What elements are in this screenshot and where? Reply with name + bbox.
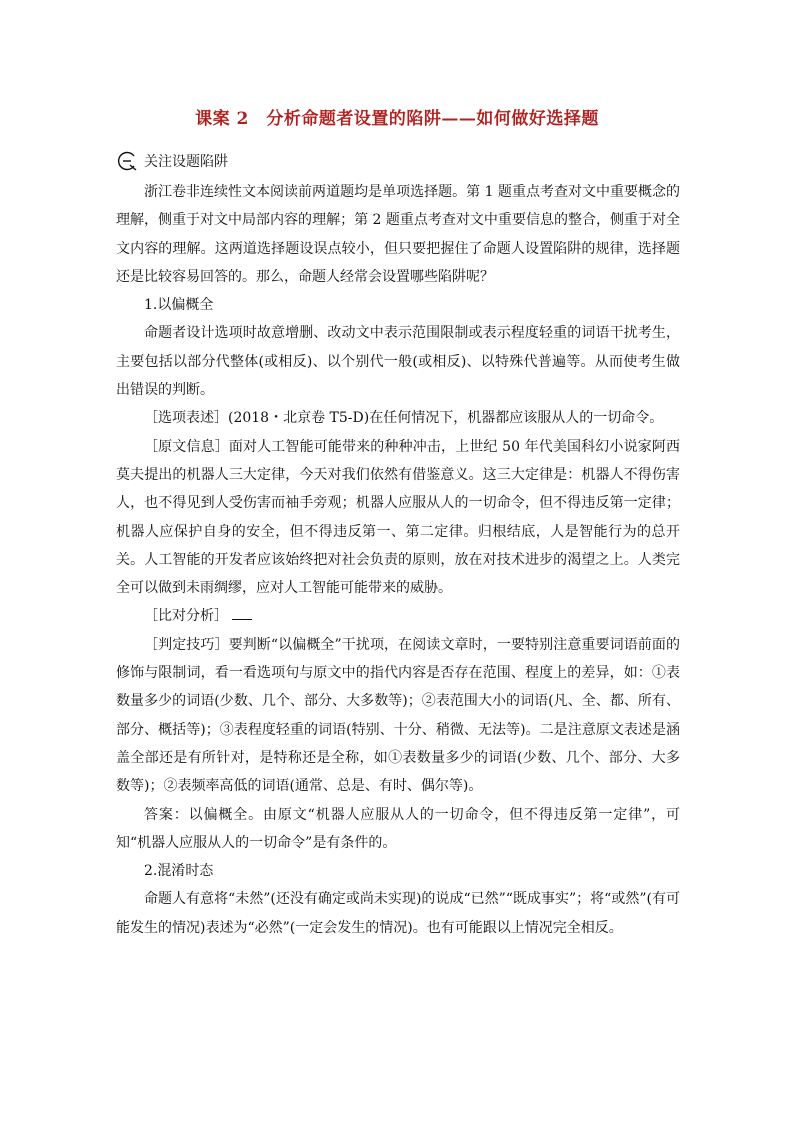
paragraph-source: ［原文信息］面对人工智能可能带来的种种冲击，上世纪 50 年代美国科幻小说家阿西莫夫提出的机器人三大定律，今天对我们依然有借鉴意义。这三大定律是：机器人不得伤害人，也不得见到人受伤害而袖手旁观；机器人应服从人的一切命令，但不得违反第一定律；机器人应保护自身的安全，但不得违反第一、第二定律。归根结底，人是智能行为的总开关。人工智能的开发者应该始终把对社会负责的原则，放在对技术进步的渴望之上。人类完全可以做到未雨绸缪，应对人工智能可能带来的威胁。 [116, 438, 680, 597]
compare-label: ［比对分析］ [144, 608, 228, 625]
paragraph-tense: 命题人有意将“未然”(还没有确定或尚未实现)的说成“已然”“既成事实”；将“或然”(有可能发生的情况)表述为“必然”(一定会发生的情况)。也有可能跟以上情况完全相反。 [116, 891, 680, 936]
paragraph-intro: 浙江卷非连续性文本阅读前两道题均是单项选择题。第 1 题重点考查对文中重要概念的理解，侧重于对文中局部内容的理解；第 2 题重点考查对文中重要信息的整合，侧重于对全文内容的理解。这两道选择题设误点较小，但只要把握住了命题人设置陷阱的规律，选择题还是比较容易回答的。那么，命题人经常会设置哪些陷阱呢？ [116, 184, 680, 285]
paragraph-option: ［选项表述］(2018・北京卷 T5-D)在任何情况下，机器都应该服从人的一切命令。 [144, 410, 664, 427]
page-title: 课案 2 分析命题者设置的陷阱——如何做好选择题 [195, 109, 599, 129]
heading-partial: 1.以偏概全 [144, 297, 214, 314]
paragraph-compare [116, 602, 680, 630]
section-header [116, 150, 228, 172]
body-text [116, 178, 680, 942]
paragraph-partial: 命题者设计选项时故意增删、改动文中表示范围限制或表示程度轻重的词语干扰考生，主要包括以部分代整体(或相反)、以个别代一般(或相反)、以特殊代普遍等。从而使考生做出错误的判断。 [116, 325, 680, 399]
paragraph-answer: 答案：以偏概全。由原文“机器人应服从人的一切命令，但不得违反第一定律”，可知“机器人应服从人的一切命令”是有条件的。 [116, 806, 680, 851]
paragraph-tips: ［判定技巧］要判断“以偏概全”干扰项，在阅读文章时，一要特别注意重要词语前面的修饰与限制词，看一看选项句与原文中的指代内容是否存在范围、程度上的差异，如：①表数量多少的词语(少数、几个、部分、大多数等)；②表范围大小的词语(凡、全、都、所有、部分、概括等)；③表程度轻重的词语(特别、十分、稍微、无法等)。二是注意原文表述是涵盖全部还是有所针对，是特称还是全称，如①表数量多少的词语(少数、几个、部分、大多数等)；②表频率高低的词语(通常、总是、有时、偶尔等)。 [116, 636, 680, 795]
minus-circle-icon [116, 150, 138, 172]
answer-blank [232, 605, 252, 620]
section-label: 关注设题陷阱 [144, 154, 228, 170]
heading-tense: 2.混淆时态 [144, 863, 214, 880]
